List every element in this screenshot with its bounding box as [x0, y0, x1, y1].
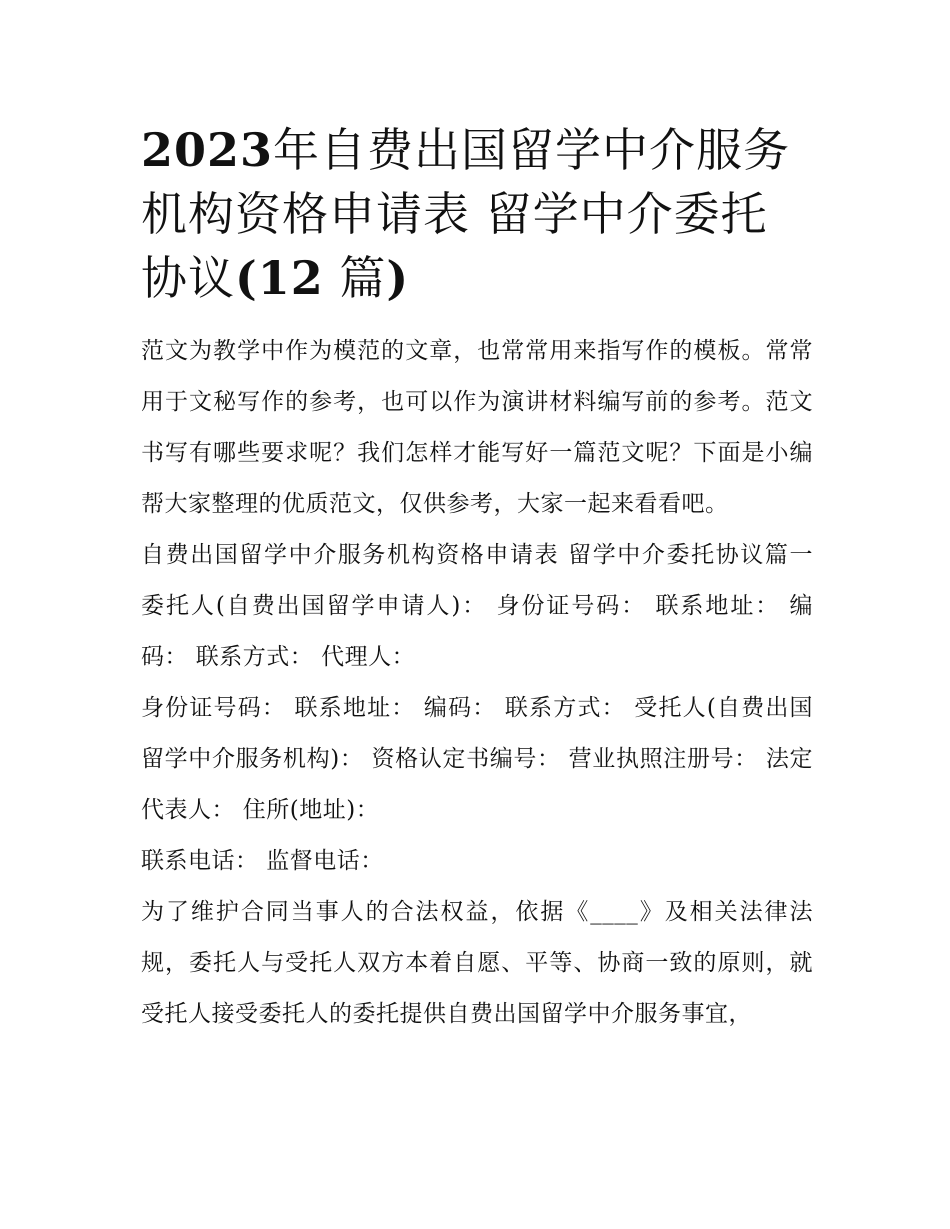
title-count-open: (12: [235, 251, 324, 305]
agreement-heading-paragraph: 自费出国留学中介服务机构资格申请表 留学中介委托协议篇一 委托人(自费出国留学申请人)： 身份证号码： 联系地址： 编码： 联系方式： 代理人：: [141, 542, 813, 670]
contact-paragraph: 联系电话： 监督电话：: [141, 848, 384, 874]
purpose-paragraph: 为了维护合同当事人的合法权益，依据《____》及相关法律法规，委托人与受托人双方本着自愿、平等、协商一致的原则，就受托人接受委托人的委托提供自费出国留学中介服务事宜，: [141, 899, 813, 1027]
title-main-text: 年自费出国留学中介服务机构资格申请表 留学中介委托协议: [141, 123, 791, 305]
parties-paragraph: 身份证号码： 联系地址： 编码： 联系方式： 受托人(自费出国留学中介服务机构)： 资格认定书编号： 营业执照注册号： 法定代表人： 住所(地址)：: [141, 695, 813, 823]
document-title: [141, 118, 813, 310]
document-body: [141, 326, 813, 1040]
title-count-word: 篇: [339, 251, 387, 305]
title-count-close: ): [386, 251, 410, 305]
intro-paragraph: 范文为教学中作为模范的文章，也常常用来指写作的模板。常常用于文秘写作的参考，也可以作为演讲材料编写前的参考。范文书写有哪些要求呢？我们怎样才能写好一篇范文呢？下面是小编帮大家整理的优质范文，仅供参考，大家一起来看看吧。: [141, 338, 813, 517]
title-year: 2023: [141, 123, 274, 177]
document-page: [141, 118, 813, 1040]
